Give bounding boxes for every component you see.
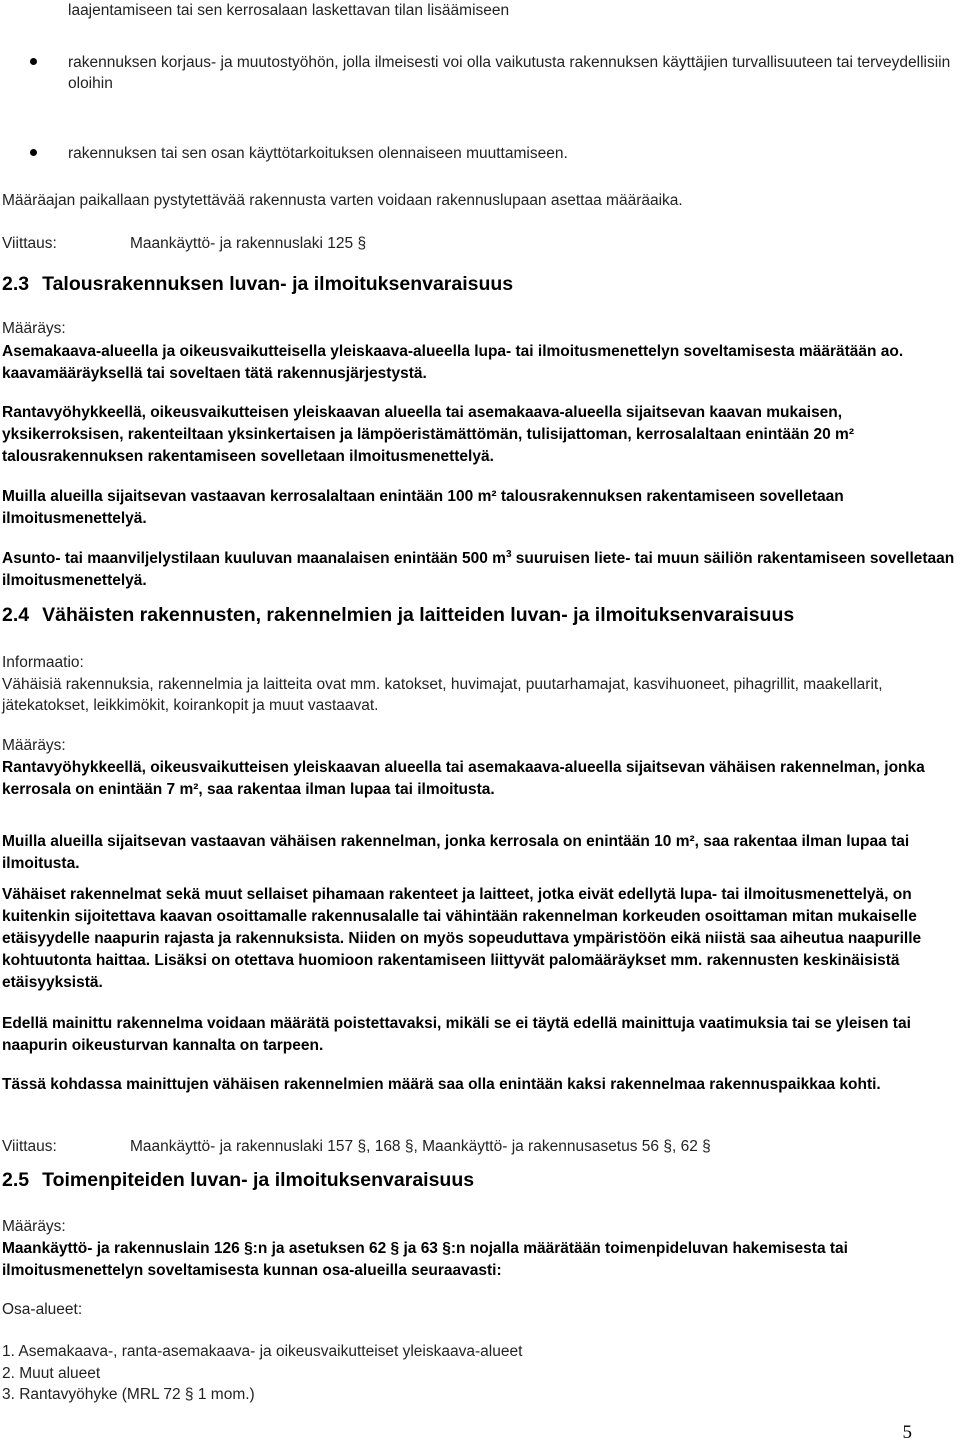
paragraph-text: Asunto- tai maanviljelystilaan kuuluvan maanalaisen enintään 500 m [2, 550, 506, 567]
section-title: Talousrakennuksen luvan- ja ilmoituksenvaraisuus [42, 273, 514, 295]
section-heading-2-4 [2, 603, 957, 627]
deadline-paragraph: Määräajan paikallaan pystytettävää rakennusta varten voidaan rakennuslupaan asettaa määräaika. [2, 192, 683, 209]
areas-label: Osa-alueet: [2, 1301, 83, 1318]
regulation-paragraph: Maankäyttö- ja rakennuslain 126 §:n ja asetuksen 62 § ja 63 §:n nojalla määrätään toimenpideluvan hakemisesta tai ilmoitusmenettelyn soveltamisesta kunnan osa-alueilla seuraavasti: [2, 1240, 848, 1279]
area-item: 2. Muut alueet [2, 1365, 101, 1382]
bullet-icon [30, 58, 37, 65]
bullet-icon [30, 149, 37, 156]
superscript: 3 [505, 548, 512, 560]
reference-text: Maankäyttö- ja rakennuslaki 157 §, 168 §, Maankäyttö- ja rakennusasetus 56 §, 62 § [130, 1138, 711, 1155]
regulation-paragraph [2, 548, 957, 592]
regulation-paragraph: Muilla alueilla sijaitsevan vastaavan vähäisen rakennelman, jonka kerrosala on enintään 10 m², saa rakentaa ilman lupaa tai ilmoitusta. [2, 833, 910, 872]
regulation-paragraph: Vähäiset rakennelmat sekä muut sellaiset pihamaan rakenteet ja laitteet, jotka eivät edellytä lupa- tai ilmoitusmenettelyä, on kuitenkin sijoitettava kaavan osoittamalle rakennusalalle tai vähintään rakennelman korkeuden osoittaman mitan mukaiselle etäisyydelle naapurin rajasta ja rakennuksista. Niiden on myös sopeuduttava ympäristöön eikä niistä saa aiheutua naapurille kohtuutonta haittaa. Lisäksi on otettava huomioon rakentamiseen liittyvät palomääräykset mm. rakennusten keskinäisistä etäisyyksistä. [2, 886, 922, 991]
regulation-paragraph: Rantavyöhykkeellä, oikeusvaikutteisen yleiskaavan alueella tai asemakaava-alueella sijaitsevan vähäisen rakennelman, jonka kerrosala on enintään 7 m², saa rakentaa ilman lupaa tai ilmoitusta. [2, 759, 925, 798]
list-item: rakennuksen korjaus- ja muutostyöhön, jolla ilmeisesti voi olla vaikutusta rakennuksen käyttäjien turvallisuuteen tai terveydellisiin oloihin [68, 54, 951, 92]
paragraph-text: suuruisen liete- tai muun säiliön rakentamiseen sovelletaan ilmoitusmenettelyä. [2, 550, 955, 589]
area-item: 3. Rantavyöhyke (MRL 72 § 1 mom.) [2, 1386, 255, 1403]
area-item: 1. Asemakaava-, ranta-asemakaava- ja oikeusvaikutteiset yleiskaava-alueet [2, 1343, 523, 1360]
section-title: Vähäisten rakennusten, rakennelmien ja laitteiden luvan- ja ilmoituksenvaraisuus [42, 604, 795, 626]
regulation-label: Määräys: [2, 1218, 66, 1235]
section-title: Toimenpiteiden luvan- ja ilmoituksenvaraisuus [42, 1169, 475, 1191]
section-number: 2.4 [2, 604, 30, 626]
page-number: 5 [902, 1422, 912, 1443]
regulation-paragraph: Edellä mainittu rakennelma voidaan määrätä poistettavaksi, mikäli se ei täytä edellä mainittuja vaatimuksia tai se yleisen tai naapurin oikeusturvan kannalta on tarpeen. [2, 1015, 911, 1054]
regulation-paragraph: Tässä kohdassa mainittujen vähäisen rakennelmien määrä saa olla enintään kaksi rakennelmaa rakennuspaikkaa kohti. [2, 1076, 881, 1093]
info-label: Informaatio: [2, 654, 84, 671]
reference-text: Maankäyttö- ja rakennuslaki 125 § [130, 235, 367, 252]
regulation-paragraph: Muilla alueilla sijaitsevan vastaavan kerrosalaltaan enintään 100 m² talousrakennuksen rakentamiseen sovelletaan ilmoitusmenettelyä. [2, 488, 844, 527]
section-heading-2-5 [2, 1168, 957, 1192]
reference-label: Viittaus: [2, 235, 57, 252]
section-number: 2.5 [2, 1169, 30, 1191]
reference-row [2, 1136, 711, 1157]
regulation-paragraph: Rantavyöhykkeellä, oikeusvaikutteisen yleiskaavan alueella tai asemakaava-alueella sijaitsevan kaavan mukaisen, yksikerroksisen, rakenteiltaan yksinkertaisen ja lämpöeristämättömän, tulisijattoman, kerrosalaltaan enintään 20 m² talousrakennuksen rakentamiseen sovelletaan ilmoitusmenettelyä. [2, 404, 854, 465]
regulation-paragraph: Asemakaava-alueella ja oikeusvaikutteisella yleiskaava-alueella lupa- tai ilmoitusmenettelyn soveltamisesta määrätään ao. kaavamääräyksellä tai soveltaen tätä rakennusjärjestystä. [2, 343, 904, 382]
reference-row [2, 233, 366, 254]
regulation-label: Määräys: [2, 737, 66, 754]
info-paragraph: Vähäisiä rakennuksia, rakennelmia ja laitteita ovat mm. katokset, huvimajat, puutarhamajat, kasvihuoneet, pihagrillit, maakellarit, jätekatokset, leikkimökit, koirankopit ja muut vastaavat. [2, 676, 883, 714]
section-number: 2.3 [2, 273, 30, 295]
list-item: rakennuksen tai sen osan käyttötarkoituksen olennaiseen muuttamiseen. [68, 145, 568, 162]
list-continuation: laajentamiseen tai sen kerrosalaan laskettavan tilan lisäämiseen [68, 2, 510, 19]
reference-label: Viittaus: [2, 1138, 57, 1155]
regulation-label: Määräys: [2, 320, 66, 337]
section-heading-2-3 [2, 272, 957, 296]
